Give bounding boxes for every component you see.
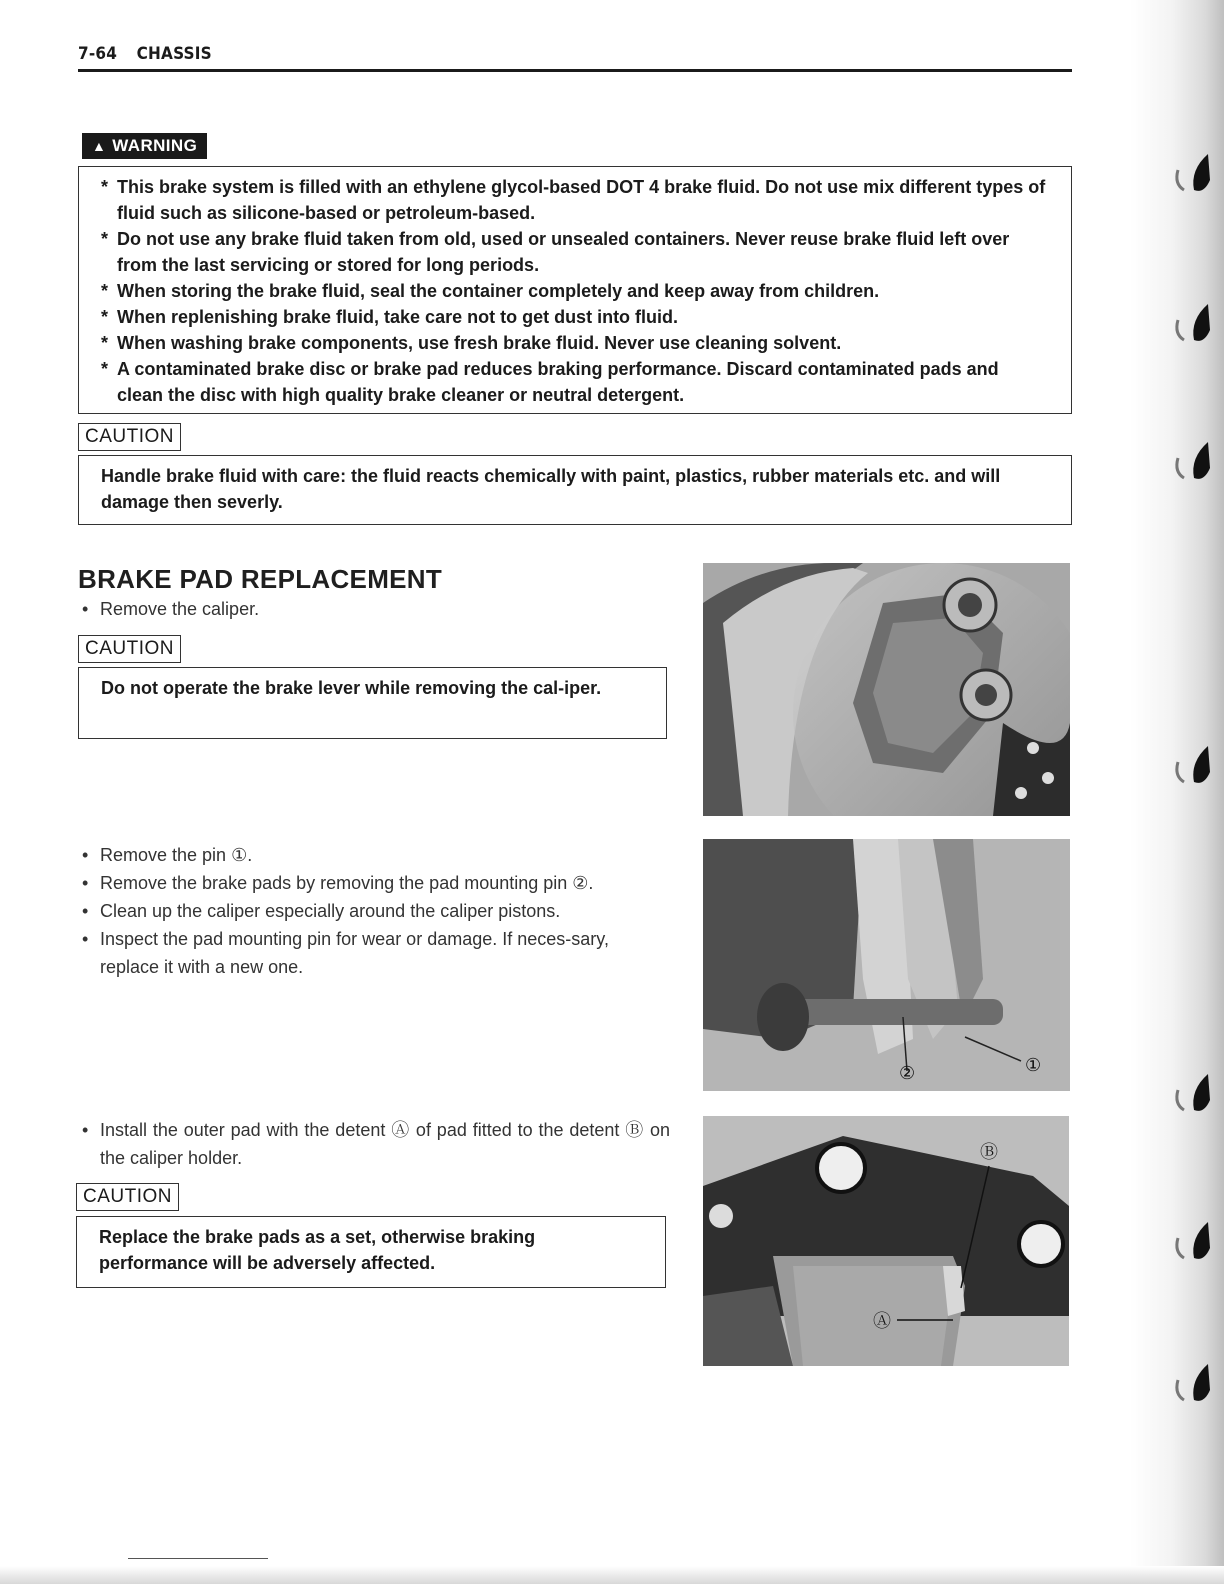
warning-item: * This brake system is filled with an ethylene glycol-based DOT 4 brake fluid. Do not use mix different types of fluid such as silicone-based or petroleum-based. — [101, 177, 1046, 223]
warning-label: ▲ WARNING — [82, 133, 207, 159]
page-edge-shadow — [1130, 0, 1224, 1584]
caution-box — [78, 455, 1072, 525]
header-rule — [78, 69, 1072, 72]
binder-ring-icon — [1168, 1360, 1210, 1408]
step-list — [78, 1116, 670, 1172]
step-item: • Remove the caliper. — [78, 595, 668, 623]
step-list — [78, 841, 670, 981]
pads-illustration — [703, 839, 1070, 1091]
caution-text: Do not operate the brake lever while removing the cal-iper. — [101, 678, 602, 698]
binder-ring-icon — [1168, 150, 1210, 198]
caution-label: CAUTION — [78, 635, 181, 663]
caliper-holder-detent-photo — [703, 1116, 1069, 1366]
pin-1-callout: ① — [1025, 1055, 1042, 1076]
caution-text: Handle brake fluid with care: the fluid reacts chemically with paint, plastics, rubber materials etc. and will damage then severly. — [101, 466, 1001, 512]
caution-label: CAUTION — [78, 423, 181, 451]
holder-illustration — [703, 1116, 1069, 1366]
binder-ring-icon — [1168, 742, 1210, 790]
section-title: BRAKE PAD REPLACEMENT — [78, 564, 443, 594]
caliper-illustration — [703, 563, 1070, 816]
detent-a-callout: Ⓐ — [873, 1311, 891, 1332]
step-item: • Install the outer pad with the detent Ⓐ of pad fitted to the detent Ⓑ on the caliper holder. — [78, 1116, 670, 1172]
binder-ring-icon — [1168, 438, 1210, 486]
section-name: CHASSIS — [136, 44, 212, 64]
warning-item: * A contaminated brake disc or brake pad reduces braking performance. Discard contaminated pads and clean the disc with high quality brake cleaner or neutral detergent. — [101, 359, 999, 405]
step-list — [78, 595, 668, 623]
binder-ring-icon — [1168, 1218, 1210, 1266]
detent-b-callout: Ⓑ — [980, 1142, 998, 1163]
step-item: • Inspect the pad mounting pin for wear or damage. If neces-sary, replace it with a new one. — [78, 925, 670, 981]
binder-ring-icon — [1168, 300, 1210, 348]
caliper-on-wheel-photo — [703, 563, 1070, 816]
caution-box — [76, 1216, 666, 1288]
warning-box — [78, 166, 1072, 414]
bottom-edge-shadow — [0, 1566, 1224, 1584]
step-item: • Remove the brake pads by removing the pad mounting pin ②. — [78, 869, 670, 897]
page-header — [78, 44, 1072, 64]
binder-ring-icon — [1168, 1070, 1210, 1118]
footer-line — [128, 1558, 268, 1559]
brake-pads-pins-photo — [703, 839, 1070, 1091]
step-item: • Remove the pin ①. — [78, 841, 670, 869]
step-item: • Clean up the caliper especially around the caliper pistons. — [78, 897, 670, 925]
warning-item: * When storing the brake fluid, seal the container completely and keep away from children. — [101, 281, 880, 301]
pin-2-callout: ② — [899, 1063, 916, 1084]
caution-label: CAUTION — [76, 1183, 179, 1211]
warning-item: * When washing brake components, use fresh brake fluid. Never use cleaning solvent. — [101, 333, 842, 353]
warning-item: * When replenishing brake fluid, take care not to get dust into fluid. — [101, 307, 679, 327]
warning-list — [101, 174, 1049, 408]
caution-text: Replace the brake pads as a set, otherwise braking performance will be adversely affected. — [99, 1227, 536, 1273]
warning-triangle-icon: ▲ — [92, 138, 107, 154]
caution-box — [78, 667, 667, 739]
page-number: 7-64 — [78, 44, 118, 64]
warning-item: * Do not use any brake fluid taken from old, used or unsealed containers. Never reuse brake fluid left over from the last servicing or stored for long periods. — [101, 229, 1010, 275]
